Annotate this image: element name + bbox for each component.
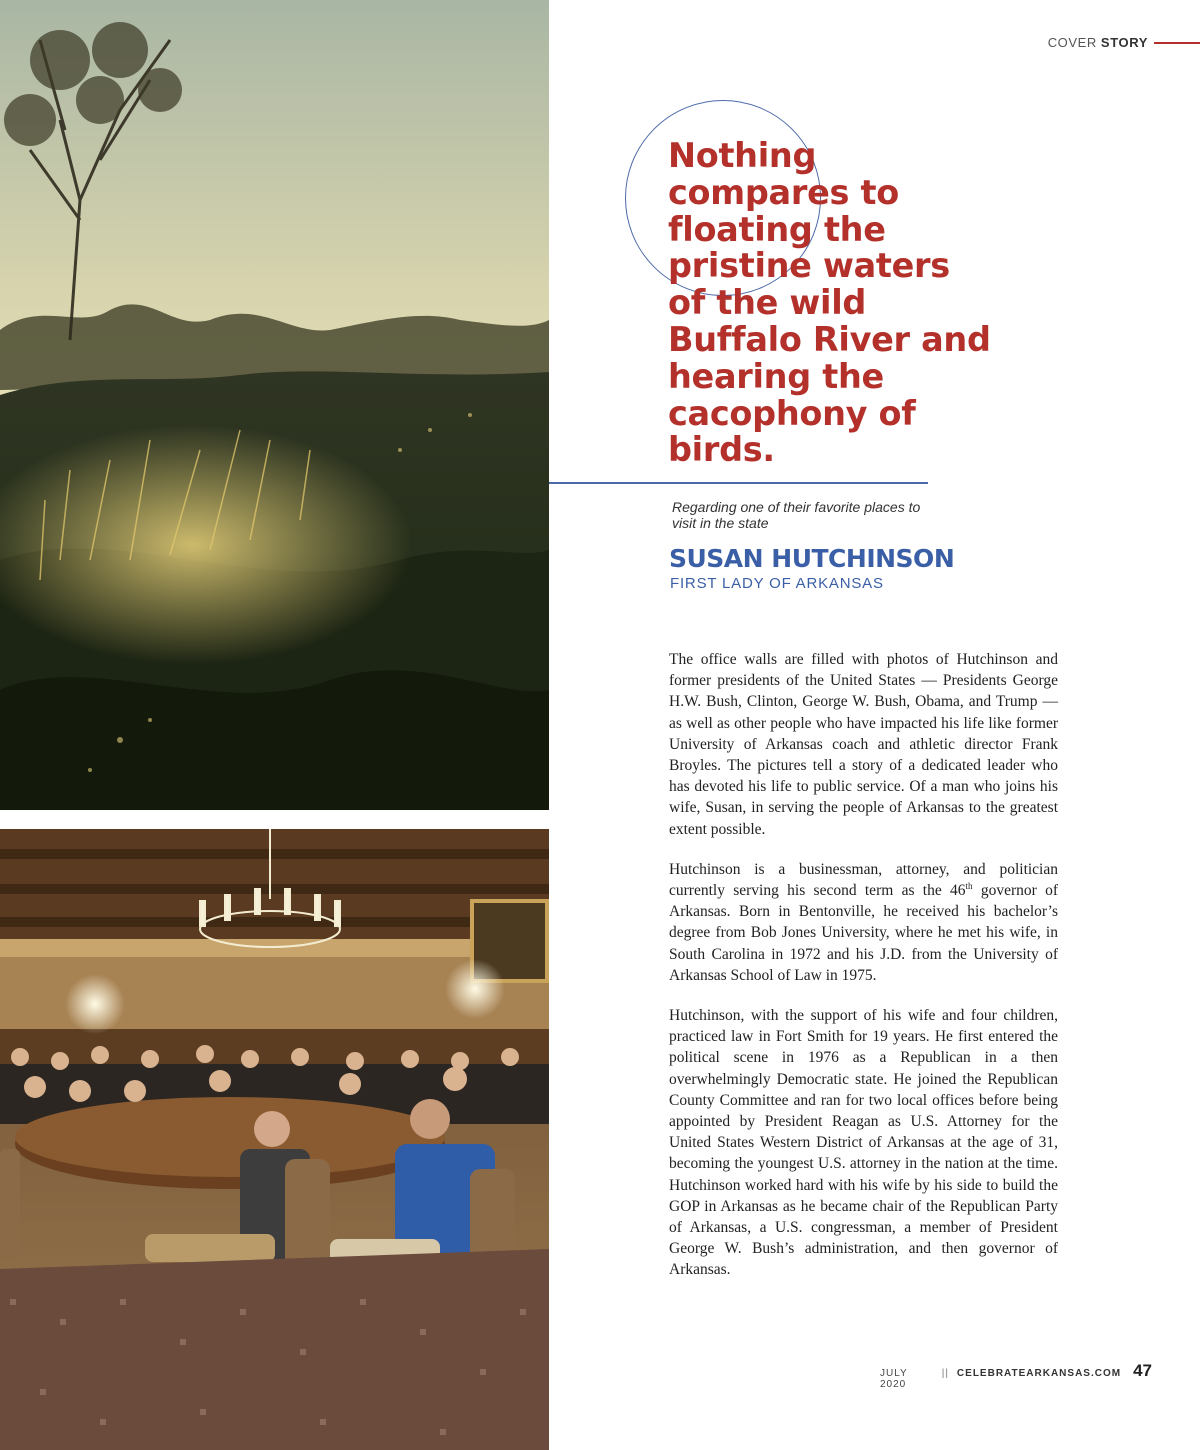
meeting-room-photo bbox=[0, 829, 549, 1450]
article-paragraph-1: The office walls are filled with photos of Hutchinson and former presidents of the United States — Presidents George H.W. Bush, Clinton, George W. Bush, Obama, and Trump — as well as other people who have impacted his life like former University of Arkansas coach and athletic director Frank Broyles. The pictures tell a story of a dedicated leader who has devoted his life to public service. Of a man who joins his wife, Susan, in serving the people of Arkansas to the greatest extent possible. bbox=[669, 651, 1058, 838]
quote-attribution-name: SUSAN HUTCHINSON bbox=[669, 544, 955, 573]
quote-divider bbox=[549, 482, 928, 484]
section-label bbox=[1000, 35, 1200, 50]
ordinal-superscript: th bbox=[965, 880, 973, 891]
article-body bbox=[669, 649, 1058, 1300]
website-url: CELEBRATEARKANSAS.COM bbox=[956, 1368, 1122, 1379]
page-number: 47 bbox=[1133, 1361, 1152, 1380]
article-paragraph-2 bbox=[669, 859, 1058, 986]
page-footer bbox=[880, 1361, 1152, 1390]
quote-attribution-title: FIRST LADY OF ARKANSAS bbox=[670, 575, 884, 592]
footer-separator: || bbox=[941, 1368, 949, 1379]
issue-date: JULY 2020 bbox=[880, 1368, 908, 1390]
paragraph-2-text-start: Hutchinson is a businessman, attorney, and politician currently serving his second term as the 46 bbox=[669, 860, 1058, 900]
river-landscape-photo bbox=[0, 0, 549, 810]
section-label-bold: STORY bbox=[1100, 35, 1148, 50]
paragraph-2-text-end: governor of Arkansas. Born in Bentonville, he received his bachelor’s degree from Bob Jones University, where he met his wife, in South Carolina in 1972 and his J.D. from the University of Arkansas School of Law in 1975. bbox=[669, 882, 1058, 984]
article-paragraph-3: Hutchinson, with the support of his wife and four children, practiced law in Fort Smith for 19 years. He first entered the political scene in 1976 as a Republican in a then overwhelmingly Democratic state. He joined the Republican County Committee and ran for two local offices before being appointed by President Reagan as U.S. Attorney for the United States Western District of Arkansas at the age of 31, becoming the youngest U.S. attorney in the nation at the time. Hutchinson worked hard with his wife by his side to build the GOP in Arkansas as he became chair of the Republican Party of Arkansas, a U.S. congressman, a member of President George W. Bush’s administration, and then governor of Arkansas. bbox=[669, 1007, 1058, 1279]
quote-context: Regarding one of their favorite places to visit in the state bbox=[672, 499, 921, 531]
section-label-light: COVER bbox=[1047, 35, 1097, 50]
pull-quote: Nothing compares to floating the pristine waters of the wild Buffalo River and hearing the cacophony of birds. bbox=[668, 136, 991, 470]
section-label-rule bbox=[1154, 42, 1200, 44]
